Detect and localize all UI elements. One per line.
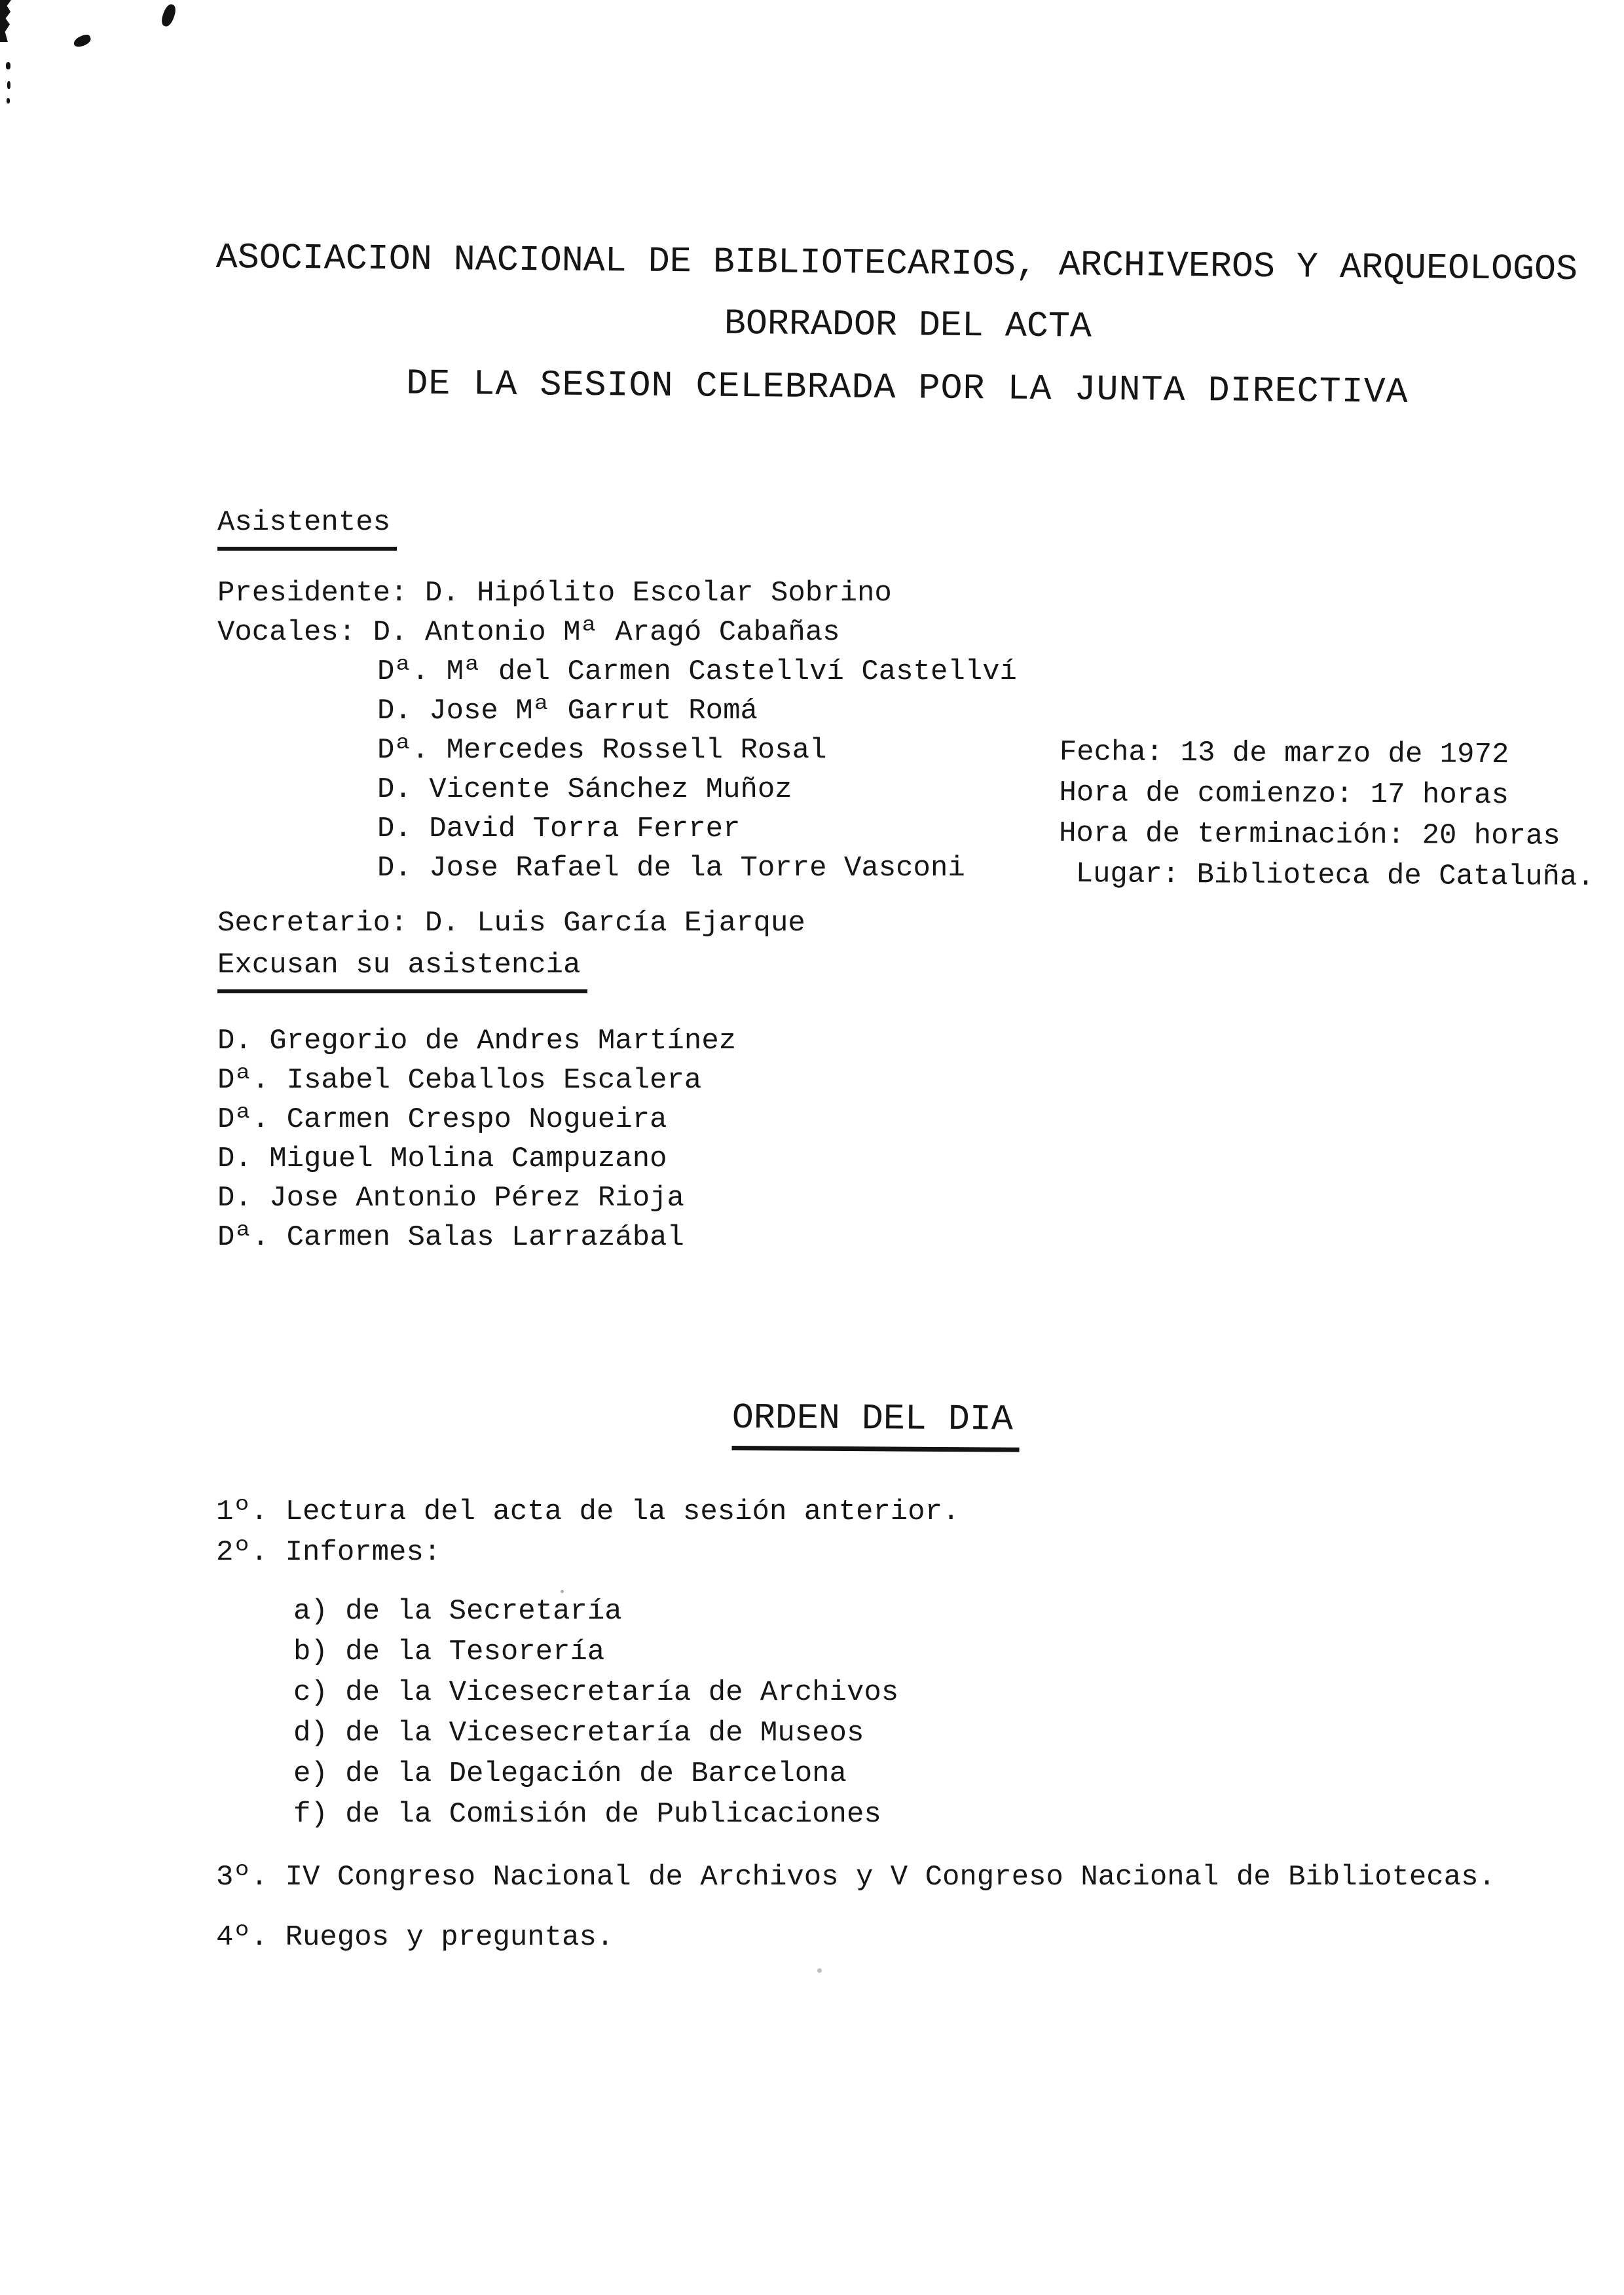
attendees-heading bbox=[217, 503, 397, 551]
agenda-item-3 bbox=[216, 1857, 1496, 1898]
scan-artifact-mark bbox=[160, 3, 178, 28]
excused-name: Dª. Carmen Crespo Nogueira bbox=[217, 1103, 667, 1136]
president-label: Presidente: bbox=[217, 577, 408, 610]
start-time-label: Hora de comienzo: bbox=[1059, 776, 1354, 811]
excused-name: D. Gregorio de Andres Martínez bbox=[217, 1025, 737, 1057]
secretary-row bbox=[217, 904, 1017, 943]
scan-artifact-dot bbox=[6, 62, 10, 69]
location-value: Biblioteca de Cataluña. bbox=[1196, 858, 1595, 894]
agenda-section bbox=[216, 1492, 1496, 1958]
agenda-item-2 bbox=[216, 1532, 1496, 1573]
end-time-value: 20 horas bbox=[1422, 819, 1560, 853]
agenda-item-number: 2º. bbox=[216, 1536, 268, 1569]
agenda-item-1 bbox=[216, 1492, 1496, 1532]
scan-artifact-mark bbox=[72, 33, 92, 48]
attendees-section bbox=[217, 574, 1017, 943]
vocal-name: Dª. Mª del Carmen Castellví Castellví bbox=[377, 655, 1017, 688]
vocal-name: D. Vicente Sánchez Muñoz bbox=[377, 773, 792, 806]
president-name: D. Hipólito Escolar Sobrino bbox=[424, 577, 892, 610]
excused-name: Dª. Carmen Salas Larrazábal bbox=[217, 1221, 684, 1254]
agenda-subitem: c) de la Vicesecretaría de Archivos bbox=[293, 1676, 899, 1709]
vocal-name: D. Jose Mª Garrut Romá bbox=[377, 695, 758, 727]
agenda-subitem: b) de la Tesorería bbox=[293, 1636, 605, 1668]
scan-artifact-edge-strip bbox=[0, 0, 11, 42]
scan-artifact-dot bbox=[7, 81, 10, 89]
agenda-subitem: e) de la Delegación de Barcelona bbox=[293, 1757, 847, 1790]
excused-heading-text: Excusan su asistencia bbox=[217, 946, 587, 993]
excused-section bbox=[217, 1021, 736, 1257]
secretary-name: D. Luis García Ejarque bbox=[424, 907, 805, 940]
agenda-heading bbox=[732, 1397, 1020, 1452]
vocal-name: D. Jose Rafael de la Torre Vasconi bbox=[377, 852, 965, 885]
agenda-item-text: Ruegos y preguntas. bbox=[285, 1921, 614, 1954]
document-header bbox=[215, 237, 1601, 415]
president-row bbox=[217, 574, 1017, 613]
start-time-row bbox=[1059, 773, 1595, 817]
agenda-subitem: a) de la Secretaría bbox=[293, 1595, 622, 1628]
attendees-heading-text: Asistentes bbox=[217, 503, 397, 551]
start-time-value: 17 horas bbox=[1370, 778, 1509, 813]
agenda-item-number: 4º. bbox=[216, 1921, 268, 1954]
end-time-label: Hora de terminación: bbox=[1058, 817, 1405, 853]
organization-title: ASOCIACION NACIONAL DE BIBLIOTECARIOS, ARCHIVEROS Y ARQUEOLOGOS bbox=[215, 237, 1578, 291]
vocal-row bbox=[217, 731, 1017, 770]
excused-name: D. Jose Antonio Pérez Rioja bbox=[217, 1182, 684, 1215]
document-title: BORRADOR DEL ACTA bbox=[724, 303, 1092, 348]
vocal-row bbox=[217, 770, 1017, 809]
secretary-label: Secretario: bbox=[217, 907, 408, 940]
vocal-name: D. David Torra Ferrer bbox=[377, 813, 741, 845]
agenda-item-4 bbox=[216, 1917, 1496, 1958]
vocal-row bbox=[217, 691, 1017, 731]
agenda-item-text: Informes: bbox=[285, 1536, 441, 1569]
vocal-row bbox=[217, 652, 1017, 691]
meeting-date-row bbox=[1060, 732, 1596, 776]
scan-artifact-speck bbox=[817, 1968, 822, 1973]
end-time-row bbox=[1059, 813, 1595, 857]
excused-name: D. Miguel Molina Campuzano bbox=[217, 1143, 667, 1175]
location-row bbox=[1058, 854, 1595, 898]
excused-heading bbox=[217, 946, 587, 993]
document-subtitle: DE LA SESION CELEBRADA POR LA JUNTA DIRECTIVA bbox=[406, 363, 1409, 413]
agenda-item-text: Lectura del acta de la sesión anterior. bbox=[285, 1496, 960, 1528]
vocal-name: Dª. Mercedes Rossell Rosal bbox=[377, 734, 827, 767]
agenda-item-number: 1º. bbox=[216, 1496, 268, 1528]
agenda-item-number: 3º. bbox=[216, 1861, 268, 1894]
vocal-name: D. Antonio Mª Aragó Cabañas bbox=[373, 616, 840, 649]
date-value: 13 de marzo de 1972 bbox=[1180, 737, 1509, 772]
vocales-label: Vocales: bbox=[217, 616, 356, 649]
agenda-subitem: d) de la Vicesecretaría de Museos bbox=[293, 1717, 864, 1750]
location-label: Lugar: bbox=[1075, 858, 1180, 892]
scan-artifact-dot bbox=[7, 98, 10, 103]
date-label: Fecha: bbox=[1059, 735, 1164, 769]
vocal-row bbox=[217, 849, 1017, 888]
meeting-info-block bbox=[1058, 732, 1595, 898]
vocales-row bbox=[217, 613, 1017, 652]
excused-name: Dª. Isabel Ceballos Escalera bbox=[217, 1064, 702, 1097]
agenda-item-text: IV Congreso Nacional de Archivos y V Congreso Nacional de Bibliotecas. bbox=[285, 1861, 1496, 1894]
agenda-heading-text: ORDEN DEL DIA bbox=[732, 1397, 1020, 1452]
vocal-row bbox=[217, 809, 1017, 849]
agenda-subitem: f) de la Comisión de Publicaciones bbox=[293, 1798, 881, 1831]
